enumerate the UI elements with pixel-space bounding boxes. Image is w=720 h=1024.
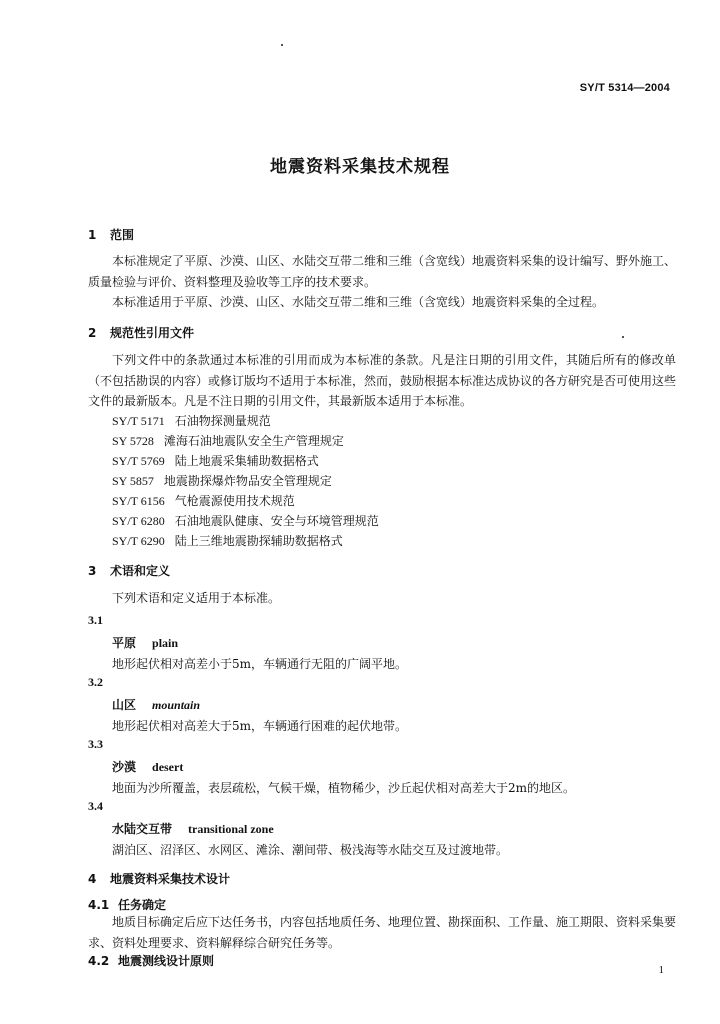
reference-item bbox=[112, 491, 295, 511]
subsection-number: 4.2 bbox=[88, 954, 110, 968]
reference-item bbox=[112, 471, 332, 491]
term-english: plain bbox=[152, 636, 179, 650]
reference-item bbox=[112, 411, 271, 431]
reference-item bbox=[112, 511, 379, 531]
reference-name: 地震勘探爆炸物品安全管理规定 bbox=[163, 474, 332, 488]
reference-code: SY 5728 bbox=[112, 434, 154, 448]
standard-code: SY/T 5314—2004 bbox=[579, 82, 670, 94]
reference-code: SY/T 6290 bbox=[112, 534, 165, 548]
subsection-4-1-paragraph: 地质目标确定后应下达任务书，内容包括地质任务、地理位置、勘探面积、工作量、施工期限、资料采集要求、资料处理要求、资料解释综合研究任务等。 bbox=[88, 915, 677, 950]
section-3-heading bbox=[88, 562, 170, 579]
term-heading bbox=[112, 820, 274, 837]
section-4-heading bbox=[88, 870, 230, 887]
reference-item bbox=[112, 531, 343, 551]
document-title: 地震资料采集技术规程 bbox=[270, 157, 450, 177]
section-title: 规范性引用文件 bbox=[110, 326, 195, 340]
term-chinese: 山区 bbox=[112, 698, 137, 712]
reference-name: 气枪震源使用技术规范 bbox=[174, 494, 295, 508]
section-3-intro: 下列术语和定义适用于本标准。 bbox=[112, 591, 281, 605]
reference-name: 石油物探测量规范 bbox=[174, 414, 271, 428]
reference-name: 陆上地震采集辅助数据格式 bbox=[174, 454, 319, 468]
term-heading bbox=[112, 758, 183, 775]
reference-item bbox=[112, 431, 344, 451]
section-1-paragraph-1: 本标准规定了平原、沙漠、山区、水陆交互带二维和三维（含宽线）地震资料采集的设计编写、野外施工、质量检验与评价、资料整理及验收等工序的技术要求。 bbox=[88, 254, 677, 289]
term-definition: 地形起伏相对高差大于5m，车辆通行困难的起伏地带。 bbox=[112, 719, 408, 733]
section-title: 范围 bbox=[110, 228, 135, 242]
term-heading bbox=[112, 634, 178, 651]
reference-name: 滩海石油地震队安全生产管理规定 bbox=[163, 434, 344, 448]
section-number: 3 bbox=[88, 564, 97, 578]
reference-code: SY/T 5769 bbox=[112, 454, 165, 468]
term-english: desert bbox=[152, 760, 184, 774]
reference-code: SY 5857 bbox=[112, 474, 154, 488]
section-title: 术语和定义 bbox=[110, 564, 171, 578]
scan-speck bbox=[281, 44, 283, 46]
reference-code: SY/T 6280 bbox=[112, 514, 165, 528]
reference-name: 陆上三维地震勘探辅助数据格式 bbox=[174, 534, 343, 548]
subsection-title: 任务确定 bbox=[118, 898, 167, 912]
section-title: 地震资料采集技术设计 bbox=[110, 872, 231, 886]
section-number: 4 bbox=[88, 872, 97, 886]
section-1-heading bbox=[88, 226, 134, 243]
term-chinese: 水陆交互带 bbox=[112, 822, 173, 836]
section-2-paragraph: 下列文件中的条款通过本标准的引用而成为本标准的条款。凡是注日期的引用文件，其随后所有的修改单（不包括勘误的内容）或修订版均不适用于本标准，然而，鼓励根据本标准达成协议的各方研究是否可使用这些文件的最新版本。凡是不注日期的引用文件，其最新版本适用于本标准。 bbox=[88, 353, 677, 408]
term-number: 3.4 bbox=[88, 799, 103, 813]
section-number: 2 bbox=[88, 326, 97, 340]
subsection-4-2-heading bbox=[88, 952, 214, 969]
term-english: transitional zone bbox=[188, 822, 274, 836]
subsection-4-1-heading bbox=[88, 896, 166, 913]
term-number: 3.1 bbox=[88, 613, 103, 627]
term-definition: 地面为沙所覆盖，表层疏松，气候干燥，植物稀少，沙丘起伏相对高差大于2m的地区。 bbox=[112, 781, 576, 795]
reference-name: 石油地震队健康、安全与环境管理规范 bbox=[174, 514, 379, 528]
section-1-paragraph-2: 本标准适用于平原、沙漠、山区、水陆交互带二维和三维（含宽线）地震资料采集的全过程。 bbox=[112, 295, 605, 309]
section-number: 1 bbox=[88, 228, 97, 242]
subsection-title: 地震测线设计原则 bbox=[118, 954, 215, 968]
page-number: 1 bbox=[658, 964, 664, 976]
term-chinese: 平原 bbox=[112, 636, 137, 650]
term-chinese: 沙漠 bbox=[112, 760, 137, 774]
term-heading bbox=[112, 696, 200, 713]
section-2-heading bbox=[88, 324, 194, 341]
reference-code: SY/T 5171 bbox=[112, 414, 165, 428]
subsection-number: 4.1 bbox=[88, 898, 110, 912]
term-definition: 地形起伏相对高差小于5m，车辆通行无阻的广阔平地。 bbox=[112, 657, 408, 671]
scan-speck bbox=[622, 336, 624, 338]
reference-item bbox=[112, 451, 319, 471]
term-number: 3.3 bbox=[88, 737, 103, 751]
term-english: mountain bbox=[152, 698, 201, 712]
reference-code: SY/T 6156 bbox=[112, 494, 165, 508]
term-definition: 湖泊区、沼泽区、水网区、滩涂、潮间带、极浅海等水陆交互及过渡地带。 bbox=[112, 843, 509, 857]
term-number: 3.2 bbox=[88, 675, 103, 689]
